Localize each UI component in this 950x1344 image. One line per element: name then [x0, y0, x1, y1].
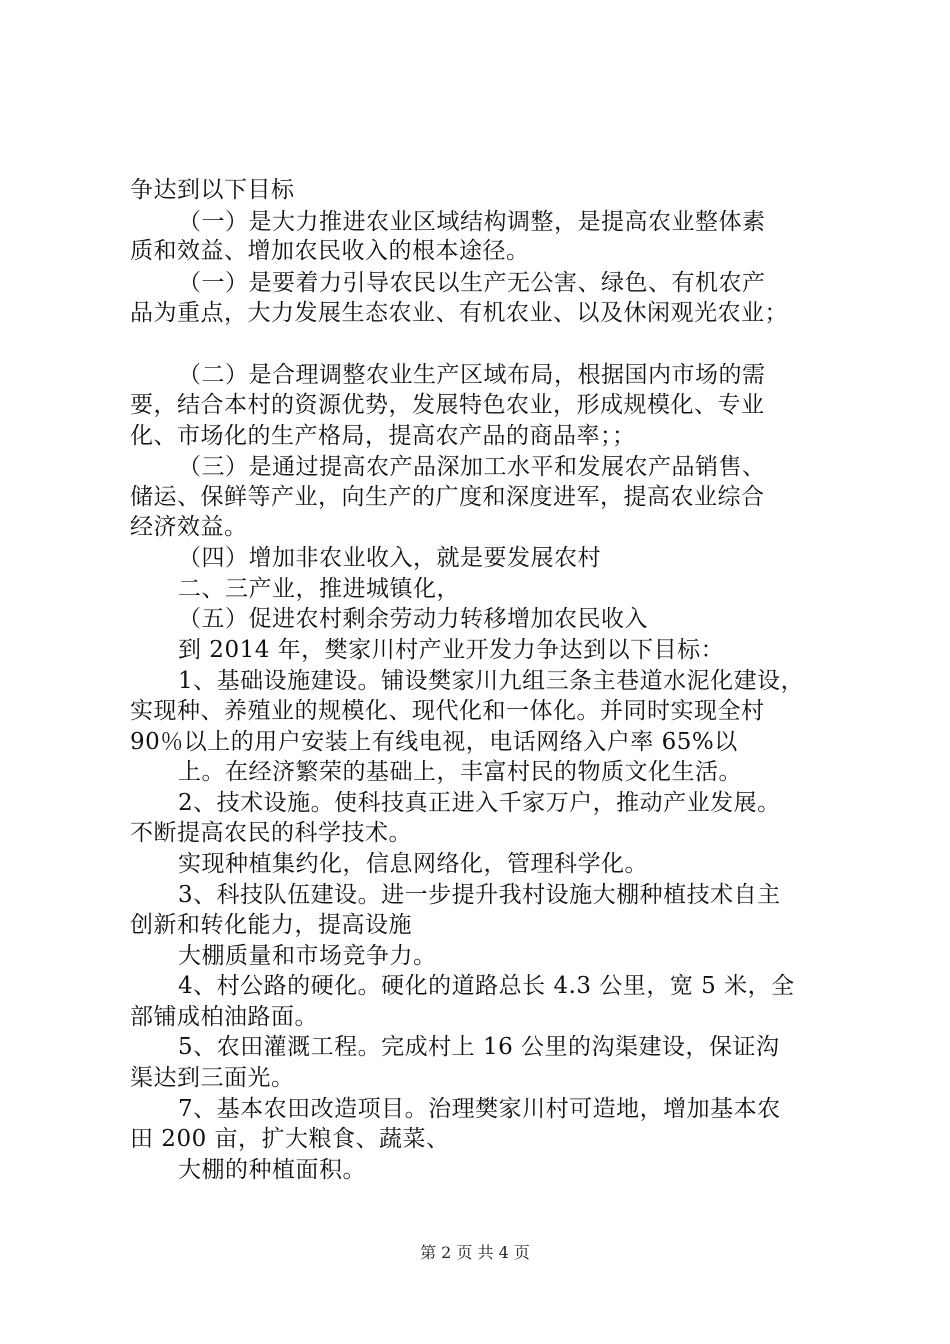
- text-line-26: 4、村公路的硬化。硬化的道路总长 4.3 公里，宽 5 米，全: [178, 973, 795, 999]
- text-line-4: （一）是要着力引导农民以生产无公害、绿色、有机农产: [178, 270, 766, 296]
- text-line-31: 田 200 亩，扩大粮食、蔬菜、: [130, 1126, 450, 1152]
- text-line-32: 大棚的种植面积。: [178, 1157, 366, 1183]
- text-line-19: 上。在经济繁荣的基础上，丰富村民的物质文化生活。: [178, 759, 742, 785]
- text-line-16: 1、基础设施建设。铺设樊家川九组三条主巷道水泥化建设，: [178, 668, 805, 694]
- text-line-14: （五）促进农村剩余劳动力转移增加农民收入: [178, 606, 648, 632]
- text-line-9: （三）是通过提高农产品深加工水平和发展农产品销售、: [178, 454, 766, 480]
- text-line-23: 3、科技队伍建设。进一步提升我村设施大棚种植技术自主: [178, 882, 781, 908]
- text-line-15: 到 2014 年，樊家川村产业开发力争达到以下目标：: [178, 637, 725, 663]
- text-line-25: 大棚质量和市场竞争力。: [178, 943, 437, 969]
- text-line-5: 品为重点，大力发展生态农业、有机农业、以及休闲观光农业；: [130, 300, 788, 326]
- text-line-13: 二、三产业，推进城镇化，: [178, 576, 460, 602]
- text-line-8: 化、市场化的生产格局，提高农产品的商品率；；: [130, 423, 636, 449]
- text-line-10: 储运、保鲜等产业，向生产的广度和深度进军，提高农业综合: [130, 484, 765, 510]
- text-line-21: 不断提高农民的科学技术。: [130, 820, 412, 846]
- text-line-18: 90％以上的用户安装上有线电视，电话网络入户率 65%以: [130, 729, 738, 755]
- text-line-7: 要，结合本村的资源优势，发展特色农业，形成规模化、专业: [130, 392, 765, 418]
- text-line-6: （二）是合理调整农业生产区域布局，根据国内市场的需: [178, 362, 766, 388]
- text-line-22: 实现种植集约化，信息网络化，管理科学化。: [178, 851, 648, 877]
- text-line-17: 实现种、养殖业的规模化、现代化和一体化。并同时实现全村: [130, 698, 765, 724]
- text-line-27: 部铺成柏油路面。: [130, 1004, 318, 1030]
- text-line-11: 经济效益。: [130, 514, 248, 540]
- text-line-24: 创新和转化能力，提高设施: [130, 912, 412, 938]
- text-line-2: （一）是大力推进农业区域结构调整，是提高农业整体素: [178, 209, 766, 235]
- text-line-20: 2、技术设施。使科技真正进入千家万户，推动产业发展。: [178, 790, 781, 816]
- text-line-1: 争达到以下目标: [130, 177, 295, 203]
- text-line-30: 7、基本农田改造项目。治理樊家川村可造地，增加基本农: [178, 1096, 781, 1122]
- text-line-3: 质和效益、增加农民收入的根本途径。: [130, 238, 530, 264]
- text-line-28: 5、农田灌溉工程。完成村上 16 公里的沟渠建设，保证沟: [178, 1034, 780, 1060]
- page-number-footer: 第 2 页 共 4 页: [420, 1243, 530, 1262]
- text-line-29: 渠达到三面光。: [130, 1065, 295, 1091]
- text-line-12: （四）增加非农业收入，就是要发展农村: [178, 545, 601, 571]
